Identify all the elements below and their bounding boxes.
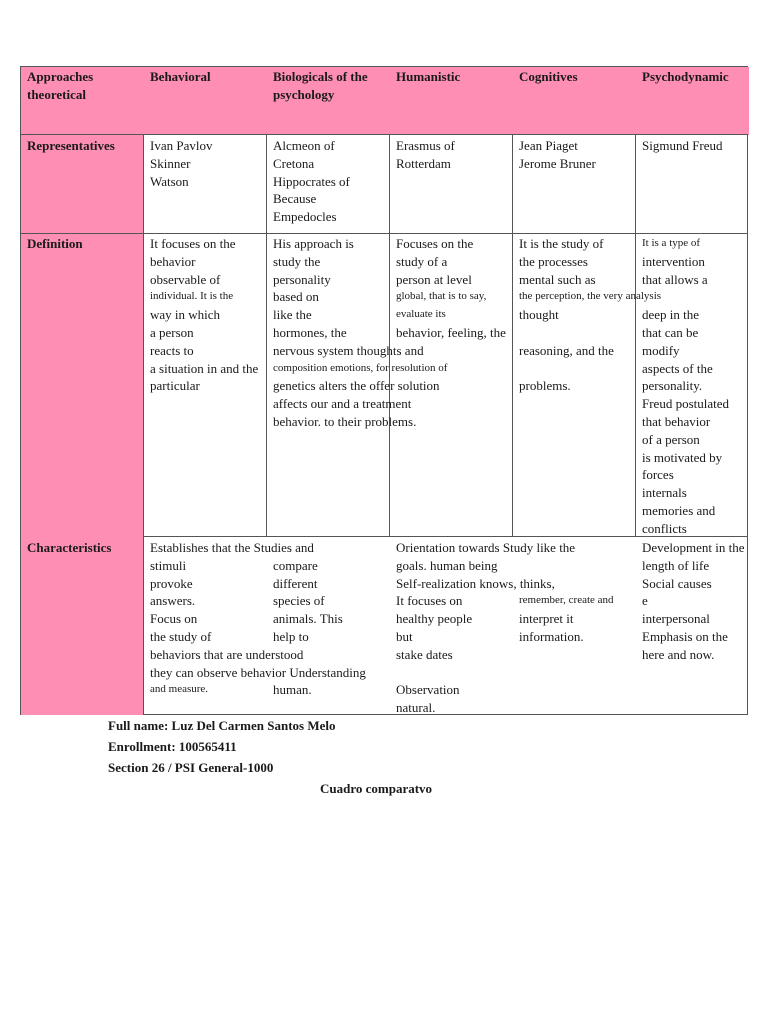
- text-line: interpret it: [519, 611, 574, 627]
- text-line: [519, 539, 630, 557]
- text-line: Jean Piaget: [519, 138, 578, 153]
- text-line: conflicts: [642, 520, 687, 536]
- text-line: reacts to: [150, 342, 194, 358]
- text-line: compare: [273, 557, 318, 573]
- text-line: behavior: [150, 253, 196, 269]
- text-line: Emphasis on the: [642, 628, 728, 644]
- cell-representatives-behavioral: [144, 135, 267, 190]
- cell-representatives-humanistic: [390, 135, 513, 173]
- cell-representatives-psychodynamic: [636, 135, 749, 155]
- row-label-definition-text: Definition: [27, 236, 83, 251]
- text-line: [519, 557, 630, 575]
- text-line: mental such as: [519, 271, 596, 287]
- text-line: person at level: [396, 271, 472, 287]
- text-line: His approach is: [273, 236, 354, 251]
- text-line: [642, 288, 743, 306]
- text-line: behavior. to their problems.: [273, 413, 417, 429]
- text-line: the perception, the very analysis: [519, 290, 662, 303]
- text-line: Jerome Bruner: [519, 155, 596, 171]
- text-line: animals. This: [273, 611, 343, 627]
- text-line: Freud postulated: [642, 396, 730, 412]
- text-line: Development in the: [642, 540, 745, 555]
- text-line: study the: [273, 253, 321, 269]
- text-line: that allows a: [642, 271, 708, 287]
- text-line: [273, 664, 384, 682]
- text-line: hormones, the: [273, 324, 347, 340]
- text-line: information.: [519, 628, 584, 644]
- text-line: problems.: [519, 378, 571, 394]
- text-line: answers.: [150, 593, 196, 609]
- header-corner-text: Approaches theoretical: [27, 69, 94, 102]
- text-line: Ivan Pavlov: [150, 138, 213, 153]
- row-label-definition: [21, 233, 144, 253]
- header-humanistic: [390, 67, 513, 135]
- text-line: the processes: [519, 253, 588, 269]
- row-label-characteristics: [21, 537, 144, 557]
- text-line: behavior, feeling, the: [396, 324, 506, 340]
- text-line: observable of: [150, 271, 221, 287]
- text-line: they can observe behavior Understanding: [150, 664, 366, 680]
- text-line: human.: [273, 682, 312, 698]
- text-line: [519, 360, 630, 378]
- text-line: here and now.: [642, 646, 715, 662]
- text-line: stake dates: [396, 646, 453, 662]
- text-line: modify: [642, 342, 680, 358]
- cell-characteristics-psychodynamic: [636, 537, 749, 664]
- text-line: study of a: [396, 253, 448, 269]
- header-biological-label: Biologicals of the psychology: [273, 69, 368, 102]
- comparison-table: [20, 66, 748, 715]
- text-line: Rotterdam: [396, 155, 451, 171]
- text-line: behaviors that are understood: [150, 646, 304, 662]
- text-line: Focuses on the: [396, 236, 474, 251]
- text-line: It focuses on the: [150, 236, 236, 251]
- header-behavioral: [144, 67, 267, 135]
- text-line: species of: [273, 593, 325, 609]
- text-line: e: [642, 593, 648, 609]
- text-line: help to: [273, 628, 309, 644]
- header-humanistic-label: Humanistic: [396, 69, 461, 84]
- row-label-column: [21, 135, 144, 715]
- header-cognitive-label: Cognitives: [519, 69, 578, 84]
- student-full-name: Full name: Luz Del Carmen Santos Melo: [108, 718, 336, 733]
- text-line: provoke: [150, 575, 193, 591]
- text-line: interpersonal: [642, 611, 710, 627]
- cell-characteristics-biological: [267, 537, 390, 699]
- text-line: deep in the: [642, 307, 700, 323]
- document-title: Cuadro comparatvo: [320, 781, 433, 796]
- text-line: affects our and a treatment: [273, 396, 412, 412]
- text-line: Erasmus of: [396, 138, 455, 153]
- header-cognitive: [513, 67, 636, 135]
- header-corner-label: [21, 67, 144, 135]
- text-line: Skinner: [150, 155, 191, 171]
- text-line: that behavior: [642, 413, 711, 429]
- text-line: It is a type of: [642, 237, 701, 249]
- cell-representatives-cognitive: [513, 135, 636, 173]
- text-line: like the: [273, 307, 312, 323]
- header-biological: [267, 67, 390, 135]
- text-line: genetics alters the offer solution: [273, 378, 440, 394]
- text-line: Observation: [396, 682, 460, 698]
- text-line: Orientation towards Study like the: [396, 540, 576, 555]
- text-line: way in which: [150, 307, 221, 323]
- text-line: [519, 575, 630, 593]
- text-line: different: [273, 575, 318, 591]
- text-line: personality: [273, 271, 331, 287]
- text-line: and measure.: [150, 683, 209, 696]
- text-line: Focus on: [150, 611, 198, 627]
- text-line: the study of: [150, 628, 212, 644]
- text-line: Cretona: [273, 155, 315, 171]
- text-line: composition emotions, for resolution of: [273, 361, 448, 374]
- cell-definition-humanistic: [390, 233, 513, 342]
- text-line: intervention: [642, 253, 705, 269]
- text-line: a person: [150, 324, 194, 340]
- row-label-representatives: [21, 135, 144, 155]
- text-line: nervous system thoughts and: [273, 342, 424, 358]
- text-line: [519, 324, 630, 342]
- text-line: Sigmund Freud: [642, 138, 723, 153]
- header-psychodynamic-label: Psychodynamic: [642, 69, 729, 84]
- course-section: Section 26 / PSI General-1000: [108, 760, 274, 775]
- text-line: that can be: [642, 324, 699, 340]
- text-line: particular: [150, 378, 200, 394]
- text-line: stimuli: [150, 557, 187, 573]
- text-line: Alcmeon of: [273, 138, 335, 153]
- text-line: a situation in and the: [150, 360, 259, 376]
- text-line: global, that is to say,: [396, 290, 487, 303]
- text-line: Self-realization knows, thinks,: [396, 575, 555, 591]
- text-line: evaluate its: [396, 308, 446, 321]
- text-line: based on: [273, 289, 319, 305]
- text-line: reasoning, and the: [519, 342, 614, 358]
- text-line: Empedocles: [273, 209, 337, 225]
- text-line: It is the study of: [519, 236, 604, 251]
- text-line: Watson: [150, 173, 189, 189]
- text-line: individual. It is the: [150, 290, 234, 303]
- text-line: Social causes: [642, 575, 712, 591]
- text-line: [273, 539, 384, 557]
- text-line: memories and: [642, 502, 716, 518]
- text-line: is motivated by: [642, 449, 723, 465]
- text-line: Establishes that the Studies and: [150, 540, 314, 555]
- text-line: of a person: [642, 431, 700, 447]
- text-line: Because: [273, 191, 317, 207]
- text-line: natural.: [396, 700, 436, 716]
- text-line: aspects of the: [642, 360, 713, 376]
- text-line: [273, 646, 384, 664]
- text-line: [396, 664, 507, 682]
- header-behavioral-label: Behavioral: [150, 69, 211, 84]
- text-line: goals. human being: [396, 557, 498, 573]
- text-line: It focuses on: [396, 593, 463, 609]
- text-line: healthy people: [396, 611, 473, 627]
- row-label-characteristics-text: Characteristics: [27, 540, 112, 555]
- text-line: internals: [642, 485, 687, 501]
- text-line: but: [396, 628, 413, 644]
- text-line: remember, create and: [519, 594, 614, 607]
- text-line: thought: [519, 307, 559, 323]
- header-psychodynamic: [636, 67, 749, 135]
- cell-definition-behavioral: [144, 233, 267, 395]
- cell-characteristics-cognitive: [513, 537, 636, 646]
- text-line: personality.: [642, 378, 703, 394]
- row-label-representatives-text: Representatives: [27, 138, 115, 153]
- cell-representatives-biological: [267, 135, 390, 226]
- text-line: forces: [642, 467, 674, 483]
- student-enrollment: Enrollment: 100565411: [108, 739, 237, 754]
- cell-definition-psychodynamic: [636, 233, 749, 538]
- text-line: length of life: [642, 557, 710, 573]
- text-line: Hippocrates of: [273, 173, 350, 189]
